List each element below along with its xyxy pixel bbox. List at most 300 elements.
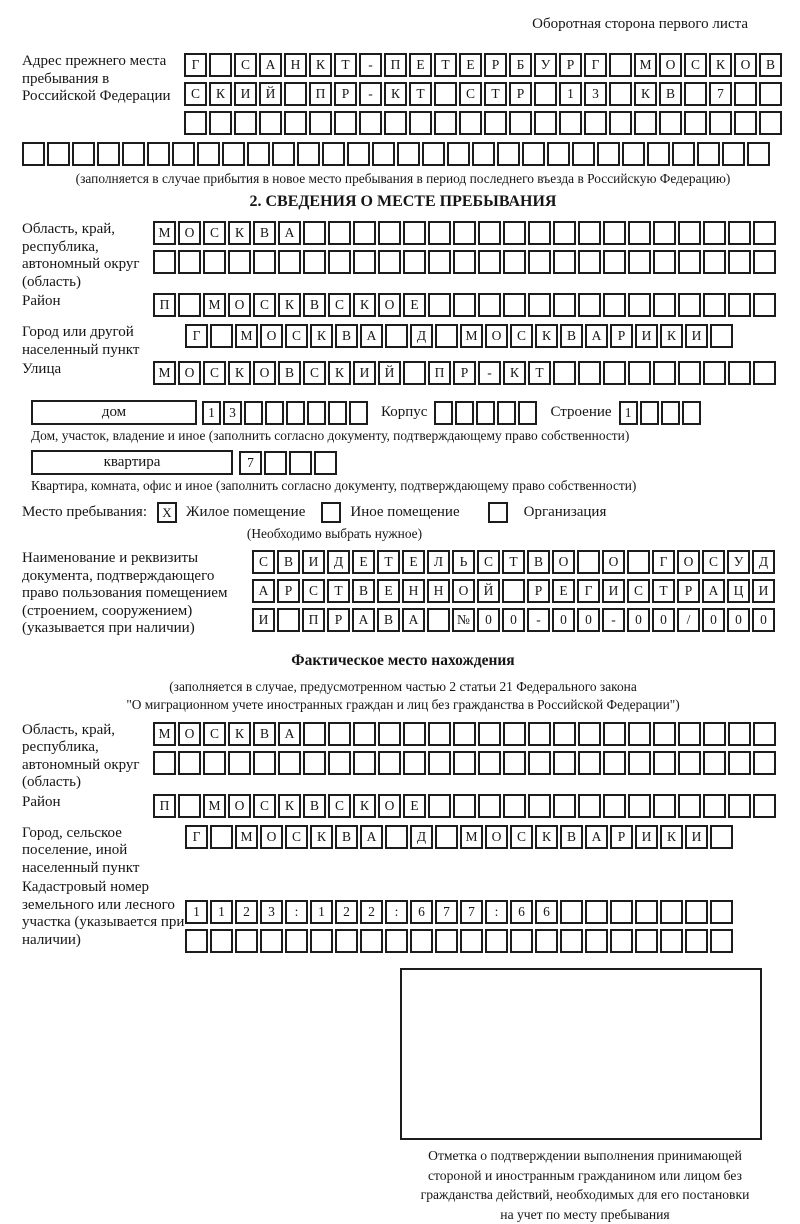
- form-cell: [603, 221, 626, 245]
- form-cell: [553, 221, 576, 245]
- cadastral-block: [22, 879, 784, 958]
- form-cell: И: [685, 324, 708, 348]
- form-cell: К: [535, 324, 558, 348]
- form-cell: [384, 111, 407, 135]
- form-cell: В: [352, 579, 375, 603]
- form-cell: С: [702, 550, 725, 574]
- form-cell: [610, 929, 633, 953]
- form-cell: [553, 722, 576, 746]
- city-row: [185, 324, 784, 348]
- form-cell: Р: [509, 82, 532, 106]
- form-cell: С: [627, 579, 650, 603]
- form-cell: Т: [334, 53, 357, 77]
- form-cell: В: [335, 825, 358, 849]
- form-cell: О: [228, 293, 251, 317]
- form-cell: [610, 900, 633, 924]
- region-label: Область, край, республика, автономный округ (область): [22, 221, 140, 290]
- form-cell: М: [153, 722, 176, 746]
- form-cell: 2: [360, 900, 383, 924]
- form-cell: [660, 900, 683, 924]
- form-cell: -: [359, 82, 382, 106]
- form-cell: [703, 794, 726, 818]
- form-cell: [622, 142, 645, 166]
- form-cell: С: [203, 221, 226, 245]
- form-cell: М: [203, 293, 226, 317]
- form-cell: [460, 929, 483, 953]
- document-label: Наименование и реквизиты документа, подтверждающего право пользования помещением (строением, сооружением) (указывается при наличии): [22, 550, 228, 636]
- form-cell: Д: [327, 550, 350, 574]
- form-cell: Д: [752, 550, 775, 574]
- form-cell: [228, 250, 251, 274]
- form-cell: [284, 82, 307, 106]
- form-cell: М: [235, 324, 258, 348]
- form-cell: [203, 751, 226, 775]
- form-cell: 0: [652, 608, 675, 632]
- form-cell: О: [677, 550, 700, 574]
- form-cell: 0: [752, 608, 775, 632]
- form-cell: [286, 401, 305, 425]
- form-cell: 0: [477, 608, 500, 632]
- form-cell: А: [360, 324, 383, 348]
- form-cell: [659, 111, 682, 135]
- house-row: [31, 400, 784, 425]
- form-cell: [447, 142, 470, 166]
- form-cell: [22, 142, 45, 166]
- form-cell: 3: [584, 82, 607, 106]
- form-cell: А: [278, 722, 301, 746]
- form-cell: [753, 221, 776, 245]
- form-cell: [334, 111, 357, 135]
- form-cell: [653, 221, 676, 245]
- form-cell: Й: [378, 361, 401, 385]
- form-cell: [435, 825, 458, 849]
- korpus-cells: [434, 401, 537, 425]
- form-cell: А: [402, 608, 425, 632]
- stroenie-cells: [619, 401, 701, 425]
- document-row-2: [252, 579, 784, 603]
- form-cell: [427, 608, 450, 632]
- form-cell: [385, 825, 408, 849]
- district-label: Район: [22, 293, 61, 309]
- form-cell: [328, 221, 351, 245]
- form-cell: [553, 751, 576, 775]
- actual-location-subtitle: (заполняется в случае, предусмотренном частью 2 статьи 21 Федерального закона "О миграционном учете иностранных граждан и лиц без гражданства в Российской Федерации"): [126, 678, 680, 712]
- form-cell: [277, 608, 300, 632]
- form-cell: И: [602, 579, 625, 603]
- form-cell: [210, 825, 233, 849]
- form-cell: [653, 722, 676, 746]
- form-cell: [428, 250, 451, 274]
- form-cell: [485, 929, 508, 953]
- form-cell: Е: [352, 550, 375, 574]
- form-cell: В: [253, 221, 276, 245]
- form-cell: А: [585, 324, 608, 348]
- form-cell: [578, 221, 601, 245]
- form-cell: В: [335, 324, 358, 348]
- form-cell: [397, 142, 420, 166]
- form-cell: [522, 142, 545, 166]
- form-cell: В: [759, 53, 782, 77]
- form-cell: [428, 722, 451, 746]
- form-cell: Е: [403, 794, 426, 818]
- form-cell: [534, 82, 557, 106]
- form-cell: [435, 324, 458, 348]
- form-cell: [309, 111, 332, 135]
- form-cell: [585, 900, 608, 924]
- form-cell: [147, 142, 170, 166]
- form-cell: И: [353, 361, 376, 385]
- form-cell: [703, 293, 726, 317]
- form-cell: С: [285, 825, 308, 849]
- form-cell: Г: [184, 53, 207, 77]
- form-cell: [728, 722, 751, 746]
- form-cell: Р: [677, 579, 700, 603]
- form-cell: 0: [702, 608, 725, 632]
- stay-type-row: [22, 502, 784, 523]
- form-cell: 6: [510, 900, 533, 924]
- form-cell: И: [635, 324, 658, 348]
- form-cell: [435, 929, 458, 953]
- form-cell: [434, 82, 457, 106]
- form-cell: О: [659, 53, 682, 77]
- form-cell: -: [602, 608, 625, 632]
- form-cell: [678, 722, 701, 746]
- form-cell: Т: [434, 53, 457, 77]
- form-cell: [603, 361, 626, 385]
- form-cell: [459, 111, 482, 135]
- form-cell: [753, 361, 776, 385]
- form-cell: [378, 250, 401, 274]
- form-cell: С: [510, 324, 533, 348]
- form-cell: [478, 293, 501, 317]
- corner-note: Оборотная сторона первого листа: [532, 16, 748, 32]
- district-block: [22, 293, 784, 322]
- form-cell: В: [278, 361, 301, 385]
- form-cell: -: [478, 361, 501, 385]
- form-cell: [678, 250, 701, 274]
- form-cell: [278, 751, 301, 775]
- form-cell: К: [228, 221, 251, 245]
- form-cell: [603, 751, 626, 775]
- form-cell: [478, 794, 501, 818]
- form-cell: [503, 293, 526, 317]
- form-cell: 0: [577, 608, 600, 632]
- form-cell: [97, 142, 120, 166]
- form-cell: [753, 250, 776, 274]
- form-cell: [372, 142, 395, 166]
- house-label-box: дом: [31, 400, 197, 425]
- form-cell: Б: [509, 53, 532, 77]
- form-cell: [578, 722, 601, 746]
- form-cell: [653, 751, 676, 775]
- document-row-3: [252, 608, 784, 632]
- form-cell: 0: [627, 608, 650, 632]
- form-cell: [728, 250, 751, 274]
- form-cell: Е: [409, 53, 432, 77]
- region-row-1: [153, 221, 784, 245]
- form-cell: М: [153, 221, 176, 245]
- street-block: [22, 361, 784, 390]
- form-cell: К: [278, 293, 301, 317]
- form-cell: [728, 751, 751, 775]
- form-cell: [453, 794, 476, 818]
- form-cell: К: [328, 361, 351, 385]
- form-cell: О: [452, 579, 475, 603]
- form-cell: [347, 142, 370, 166]
- form-cell: [653, 361, 676, 385]
- form-cell: Н: [284, 53, 307, 77]
- form-cell: [584, 111, 607, 135]
- form-cell: М: [235, 825, 258, 849]
- form-cell: Р: [610, 825, 633, 849]
- form-cell: С: [459, 82, 482, 106]
- option-organization-label: Организация: [523, 504, 607, 520]
- form-cell: К: [503, 361, 526, 385]
- form-cell: С: [234, 53, 257, 77]
- form-cell: [510, 929, 533, 953]
- form-cell: Р: [559, 53, 582, 77]
- form-cell: [197, 142, 220, 166]
- fact-city-label: Город, сельское поселение, иной населенный пункт: [22, 824, 140, 876]
- form-cell: [328, 250, 351, 274]
- form-cell: 3: [260, 900, 283, 924]
- form-cell: [703, 751, 726, 775]
- form-cell: С: [328, 293, 351, 317]
- form-cell: К: [278, 794, 301, 818]
- form-cell: [609, 53, 632, 77]
- district-row: [153, 293, 784, 317]
- prev-address-label: Адрес прежнего места пребывания в Российской Федерации: [22, 53, 171, 104]
- option-other-premises-label: Иное помещение: [350, 504, 460, 520]
- form-cell: [628, 250, 651, 274]
- form-cell: [759, 111, 782, 135]
- form-cell: [603, 250, 626, 274]
- form-cell: [385, 324, 408, 348]
- form-cell: [661, 401, 680, 425]
- form-cell: Е: [552, 579, 575, 603]
- form-cell: [289, 451, 312, 475]
- korpus-label: Корпус: [381, 404, 428, 420]
- form-cell: [528, 794, 551, 818]
- form-cell: Е: [403, 293, 426, 317]
- prev-address-block: [22, 53, 784, 140]
- form-cell: [577, 550, 600, 574]
- form-cell: [303, 722, 326, 746]
- form-cell: Е: [402, 550, 425, 574]
- form-cell: [497, 401, 516, 425]
- form-cell: [353, 221, 376, 245]
- form-cell: [753, 293, 776, 317]
- form-cell: [403, 722, 426, 746]
- form-cell: [378, 751, 401, 775]
- form-cell: М: [460, 324, 483, 348]
- house-note: Дом, участок, владение и иное (заполнить согласно документу, подтверждающему право собственности): [31, 428, 630, 443]
- form-cell: [434, 111, 457, 135]
- form-cell: О: [734, 53, 757, 77]
- form-cell: [178, 293, 201, 317]
- form-cell: [518, 401, 537, 425]
- form-cell: [360, 929, 383, 953]
- form-cell: [559, 111, 582, 135]
- form-cell: [503, 250, 526, 274]
- form-cell: О: [178, 221, 201, 245]
- form-cell: [72, 142, 95, 166]
- form-cell: [553, 250, 576, 274]
- form-cell: [403, 751, 426, 775]
- form-cell: С: [303, 361, 326, 385]
- form-cell: О: [260, 825, 283, 849]
- form-cell: Р: [277, 579, 300, 603]
- form-cell: Е: [377, 579, 400, 603]
- form-cell: Н: [402, 579, 425, 603]
- form-cell: [578, 250, 601, 274]
- form-cell: [709, 111, 732, 135]
- stamp-box: [400, 968, 762, 1140]
- form-cell: [403, 250, 426, 274]
- form-cell: [635, 900, 658, 924]
- form-cell: [210, 929, 233, 953]
- form-cell: -: [359, 53, 382, 77]
- form-cell: С: [253, 794, 276, 818]
- form-cell: [603, 794, 626, 818]
- form-cell: В: [303, 794, 326, 818]
- form-cell: [578, 751, 601, 775]
- fact-region-block: [22, 722, 784, 792]
- form-cell: [378, 722, 401, 746]
- form-cell: Т: [528, 361, 551, 385]
- form-cell: И: [302, 550, 325, 574]
- form-cell: [759, 82, 782, 106]
- form-cell: [678, 361, 701, 385]
- form-cell: 1: [310, 900, 333, 924]
- form-cell: [578, 293, 601, 317]
- form-cell: [653, 293, 676, 317]
- form-cell: [478, 722, 501, 746]
- apartment-note: Квартира, комната, офис и иное (заполнить согласно документу, подтверждающему право собственности): [31, 478, 637, 493]
- section2-title: 2. СВЕДЕНИЯ О МЕСТЕ ПРЕБЫВАНИЯ: [249, 193, 557, 210]
- fact-region-row-1: [153, 722, 784, 746]
- form-cell: [528, 722, 551, 746]
- form-cell: [722, 142, 745, 166]
- form-cell: Р: [610, 324, 633, 348]
- form-cell: О: [378, 293, 401, 317]
- form-cell: [640, 401, 659, 425]
- form-cell: [478, 221, 501, 245]
- form-cell: Е: [459, 53, 482, 77]
- form-cell: :: [285, 900, 308, 924]
- form-cell: [503, 751, 526, 775]
- form-cell: 7: [239, 451, 262, 475]
- form-cell: [703, 361, 726, 385]
- form-cell: И: [685, 825, 708, 849]
- form-cell: [734, 111, 757, 135]
- form-cell: [453, 250, 476, 274]
- form-cell: [628, 794, 651, 818]
- form-cell: [653, 794, 676, 818]
- form-cell: [260, 929, 283, 953]
- form-cell: [253, 250, 276, 274]
- form-cell: [178, 250, 201, 274]
- form-cell: К: [535, 825, 558, 849]
- form-cell: [603, 293, 626, 317]
- form-cell: Р: [527, 579, 550, 603]
- form-cell: [264, 451, 287, 475]
- form-cell: К: [353, 293, 376, 317]
- fact-city-row: [185, 825, 784, 849]
- form-cell: [310, 929, 333, 953]
- form-cell: [635, 929, 658, 953]
- form-cell: /: [677, 608, 700, 632]
- form-cell: [297, 142, 320, 166]
- form-cell: [647, 142, 670, 166]
- form-cell: Ь: [452, 550, 475, 574]
- form-cell: [703, 250, 726, 274]
- form-cell: [597, 142, 620, 166]
- prev-address-row-1: [184, 53, 784, 77]
- stamp-caption: Отметка о подтверждении выполнения принимающей стороной и иностранным гражданином или лицом без гражданства действий, необходимых для его постановки на учет по месту пребывания: [420, 1148, 750, 1222]
- form-cell: [478, 250, 501, 274]
- form-cell: [628, 221, 651, 245]
- form-cell: П: [153, 293, 176, 317]
- form-cell: [578, 361, 601, 385]
- stay-type-label: Место пребывания:: [22, 504, 147, 520]
- form-cell: [349, 401, 368, 425]
- form-cell: [553, 293, 576, 317]
- city-block: [22, 324, 784, 359]
- street-row: [153, 361, 784, 385]
- form-cell: Т: [327, 579, 350, 603]
- form-cell: О: [178, 722, 201, 746]
- prev-address-overflow-row: [22, 142, 784, 166]
- form-cell: [353, 250, 376, 274]
- form-cell: [534, 111, 557, 135]
- form-cell: [422, 142, 445, 166]
- form-cell: [303, 250, 326, 274]
- form-cell: [528, 221, 551, 245]
- prev-address-note: (заполняется в случае прибытия в новое место пребывания в период последнего въезда в Российскую Федерацию): [75, 171, 731, 186]
- street-label: Улица: [22, 361, 62, 377]
- form-cell: [328, 722, 351, 746]
- form-cell: К: [660, 324, 683, 348]
- form-cell: [710, 324, 733, 348]
- form-cell: К: [634, 82, 657, 106]
- form-cell: [353, 722, 376, 746]
- form-cell: [284, 111, 307, 135]
- form-cell: С: [203, 722, 226, 746]
- form-cell: 6: [410, 900, 433, 924]
- form-cell: [203, 250, 226, 274]
- form-cell: Р: [327, 608, 350, 632]
- form-cell: [178, 751, 201, 775]
- form-cell: 7: [460, 900, 483, 924]
- form-cell: [553, 361, 576, 385]
- form-cell: А: [278, 221, 301, 245]
- form-cell: Н: [427, 579, 450, 603]
- form-cell: К: [353, 794, 376, 818]
- form-cell: М: [203, 794, 226, 818]
- form-cell: Р: [484, 53, 507, 77]
- form-cell: [178, 794, 201, 818]
- form-cell: С: [203, 361, 226, 385]
- form-cell: №: [452, 608, 475, 632]
- form-cell: [628, 293, 651, 317]
- form-cell: С: [302, 579, 325, 603]
- form-cell: [572, 142, 595, 166]
- form-cell: М: [634, 53, 657, 77]
- form-cell: [153, 751, 176, 775]
- form-cell: [184, 111, 207, 135]
- form-cell: [603, 722, 626, 746]
